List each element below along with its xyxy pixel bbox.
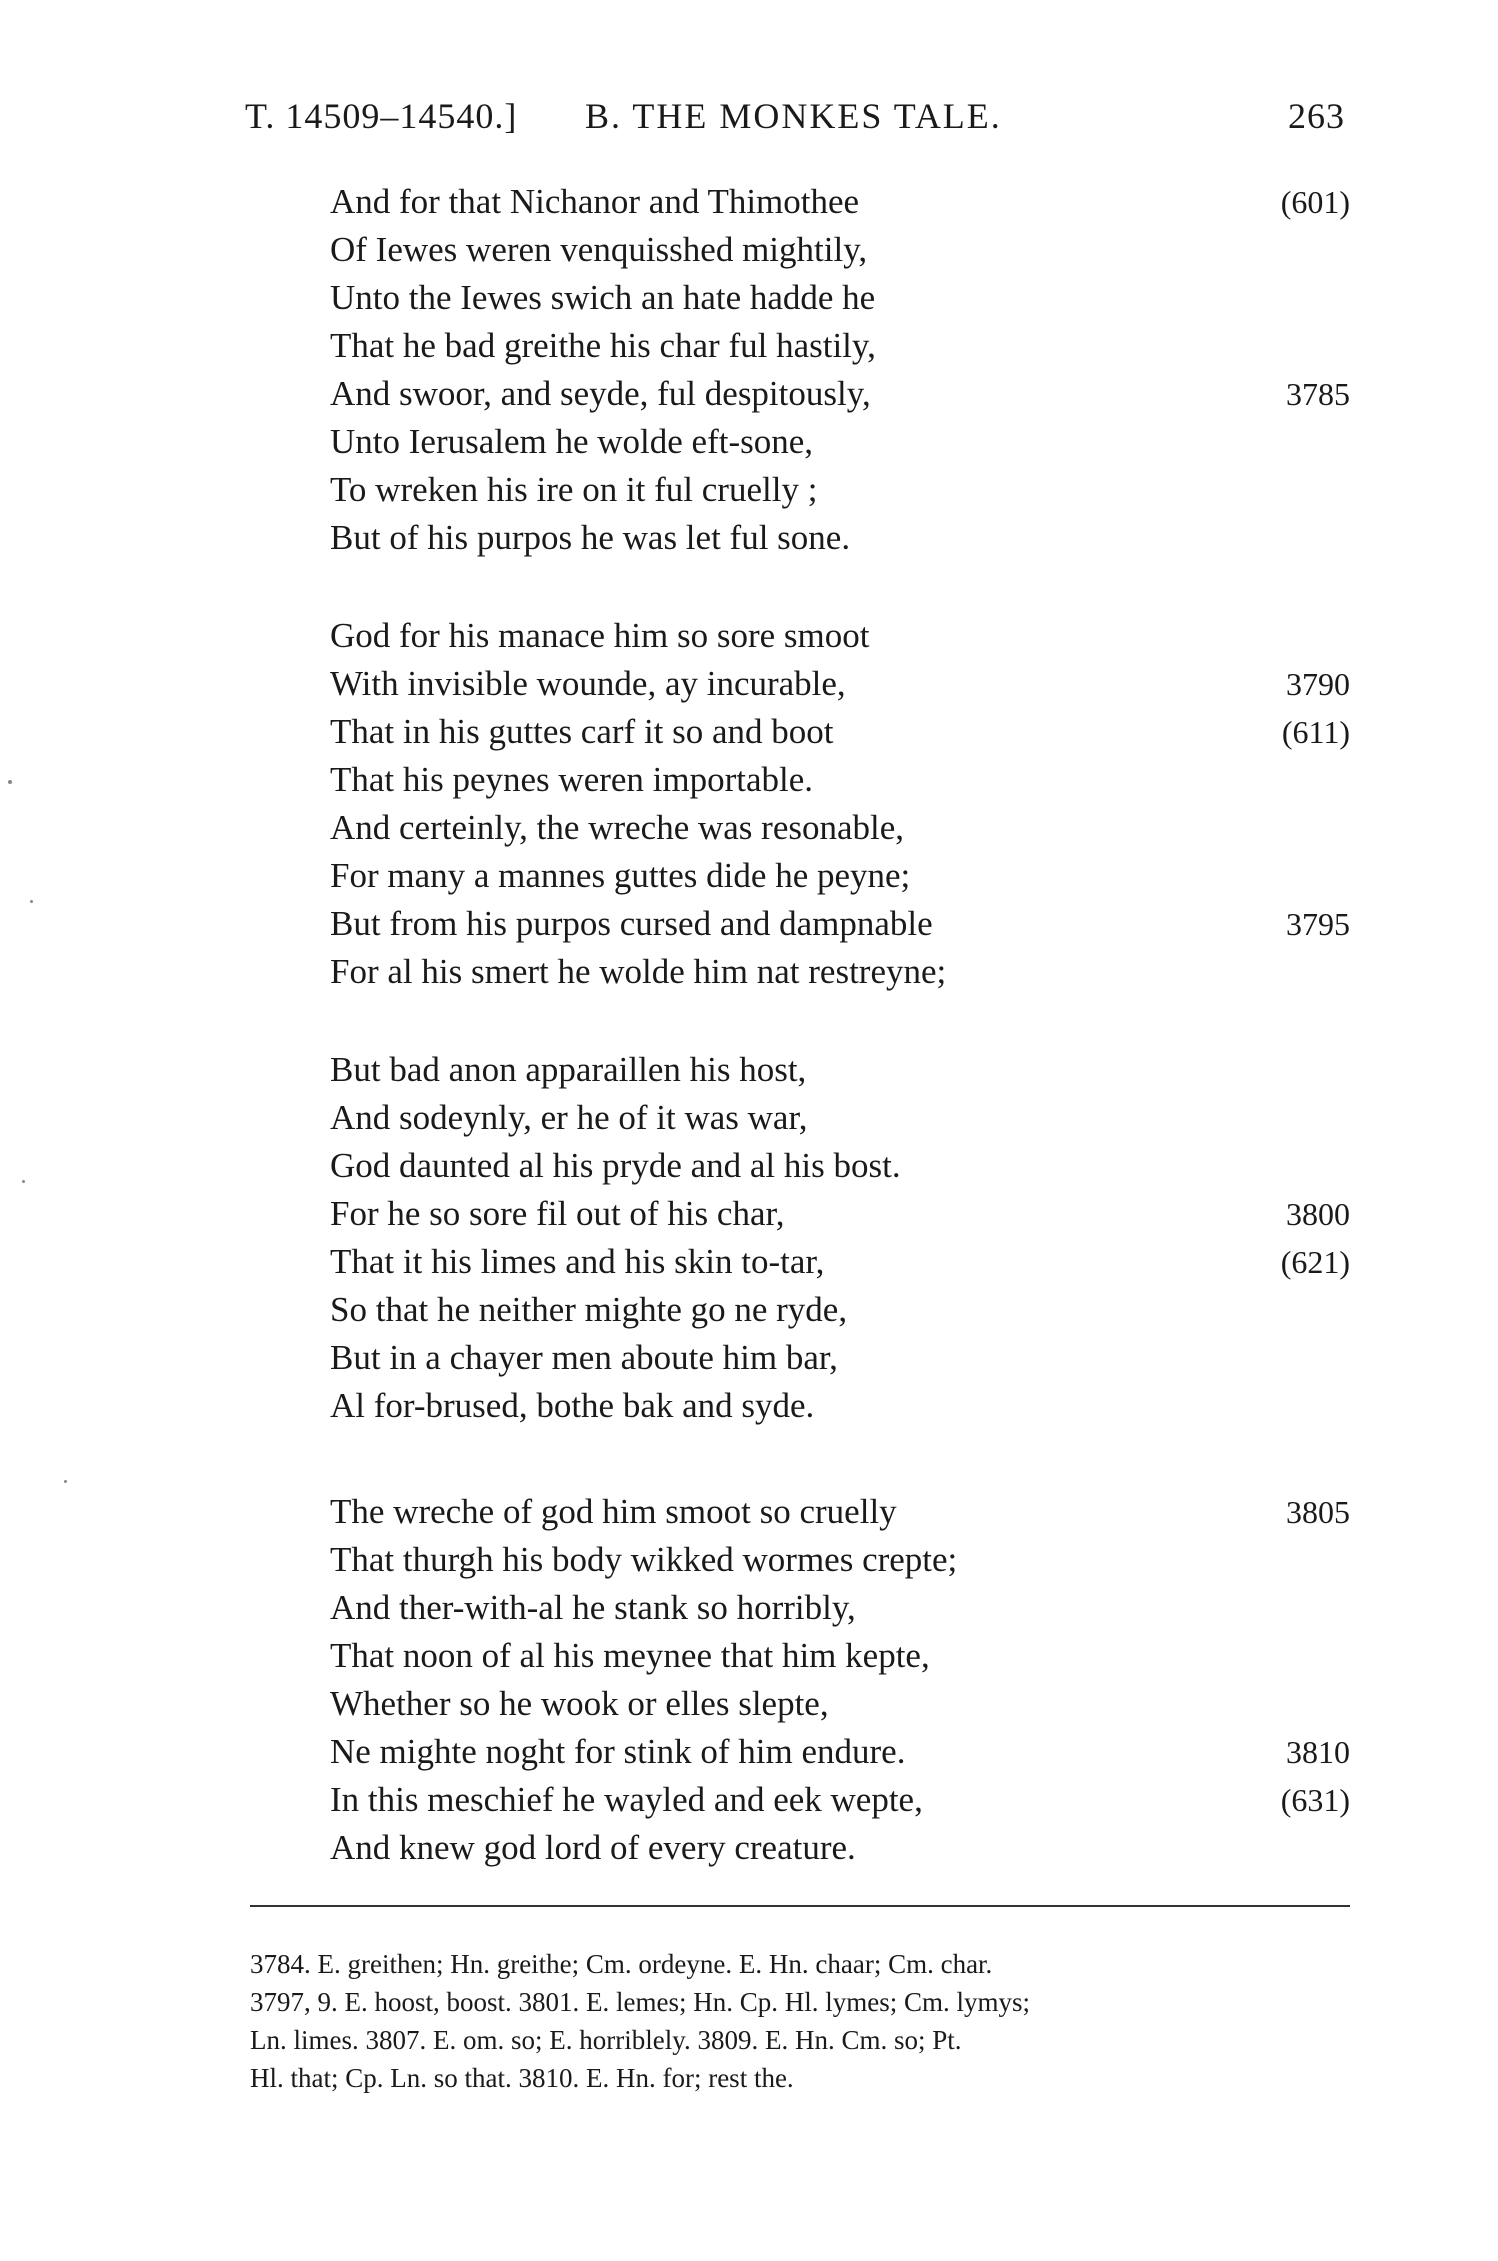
verse-line: So that he neither mighte go ne ryde,: [330, 1290, 848, 1329]
line-marker: 3795: [1286, 906, 1350, 942]
verse-line: And for that Nichanor and Thimothee (601): [330, 178, 1350, 226]
verse-line: That thurgh his body wikked wormes crepte;: [330, 1540, 958, 1579]
line-marker: (631): [1280, 1782, 1350, 1818]
line-marker: 3800: [1286, 1196, 1350, 1232]
line-marker: (621): [1280, 1244, 1350, 1280]
verse-line: In this meschief he wayled and eek wepte, (631): [330, 1776, 1350, 1824]
line-marker: 3785: [1286, 376, 1350, 412]
verse-line: That it his limes and his skin to-tar, (621): [330, 1238, 1350, 1286]
verse-line: And sodeynly, er he of it was war,: [330, 1098, 808, 1137]
page-number: 263: [1288, 96, 1345, 136]
stanza-2: [330, 612, 1350, 996]
footnote-line: Ln. limes. 3807. E. om. so; E. horriblely. 3809. E. Hn. Cm. so; Pt.: [250, 2025, 962, 2055]
verse-line: That his peynes weren importable.: [330, 760, 814, 799]
verse-line: And certeinly, the wreche was resonable,: [330, 808, 905, 847]
verse-line: But bad anon apparaillen his host,: [330, 1050, 807, 1089]
verse-line: God daunted al his pryde and al his bost.: [330, 1146, 901, 1185]
verse-line: For he so sore fil out of his char, 3800: [330, 1190, 1350, 1238]
verse-line: To wreken his ire on it ful cruelly ;: [330, 470, 818, 509]
stanza-1: [330, 178, 1350, 562]
stanza-3: [330, 1046, 1350, 1430]
line-marker: (611): [1281, 714, 1350, 750]
running-header: [245, 95, 1345, 155]
verse-line: God for his manace him so sore smoot: [330, 616, 870, 655]
verse-line: But in a chayer men aboute him bar,: [330, 1338, 838, 1377]
line-range: T. 14509–14540.]: [245, 96, 518, 136]
verse-line: For many a mannes guttes dide he peyne;: [330, 856, 911, 895]
verse-line: Ne mighte noght for stink of him endure. 3810: [330, 1728, 1350, 1776]
verse-line: That noon of al his meynee that him kepte,: [330, 1636, 930, 1675]
footnote-line: Hl. that; Cp. Ln. so that. 3810. E. Hn. for; rest the.: [250, 2063, 794, 2093]
verse-line: Al for-brused, bothe bak and syde.: [330, 1386, 815, 1425]
stanza-4: [330, 1488, 1350, 1872]
verse-line: That he bad greithe his char ful hastily,: [330, 326, 876, 365]
line-marker: 3810: [1286, 1734, 1350, 1770]
verse-line: And knew god lord of every creature.: [330, 1828, 856, 1867]
verse-line: The wreche of god him smoot so cruelly 3805: [330, 1488, 1350, 1536]
verse-line: And swoor, and seyde, ful despitously, 3785: [330, 370, 1350, 418]
verse-line: Of Iewes weren venquisshed mightily,: [330, 230, 868, 269]
line-marker: 3805: [1286, 1494, 1350, 1530]
footnote-rule: [250, 1905, 1350, 1907]
footnote-line: 3784. E. greithen; Hn. greithe; Cm. ordeyne. E. Hn. chaar; Cm. char.: [250, 1949, 993, 1979]
verse-line: Unto Ierusalem he wolde eft-sone,: [330, 422, 814, 461]
line-marker: (601): [1280, 184, 1350, 220]
verse-line: But of his purpos he was let ful sone.: [330, 518, 851, 557]
verse-line: And ther-with-al he stank so horribly,: [330, 1588, 856, 1627]
verse-line: With invisible wounde, ay incurable, 3790: [330, 660, 1350, 708]
verse-line: Whether so he wook or elles slepte,: [330, 1684, 829, 1723]
page-title: B. THE MONKES TALE.: [585, 96, 1002, 136]
verse-line: But from his purpos cursed and dampnable 3795: [330, 900, 1350, 948]
verse-line: That in his guttes carf it so and boot (611): [330, 708, 1350, 756]
line-marker: 3790: [1286, 666, 1350, 702]
footnote-line: 3797, 9. E. hoost, boost. 3801. E. lemes; Hn. Cp. Hl. lymes; Cm. lymys;: [250, 1987, 1031, 2017]
verse-line: Unto the Iewes swich an hate hadde he: [330, 278, 876, 317]
footnotes: [250, 1945, 1350, 2097]
verse-line: For al his smert he wolde him nat restreyne;: [330, 952, 947, 991]
